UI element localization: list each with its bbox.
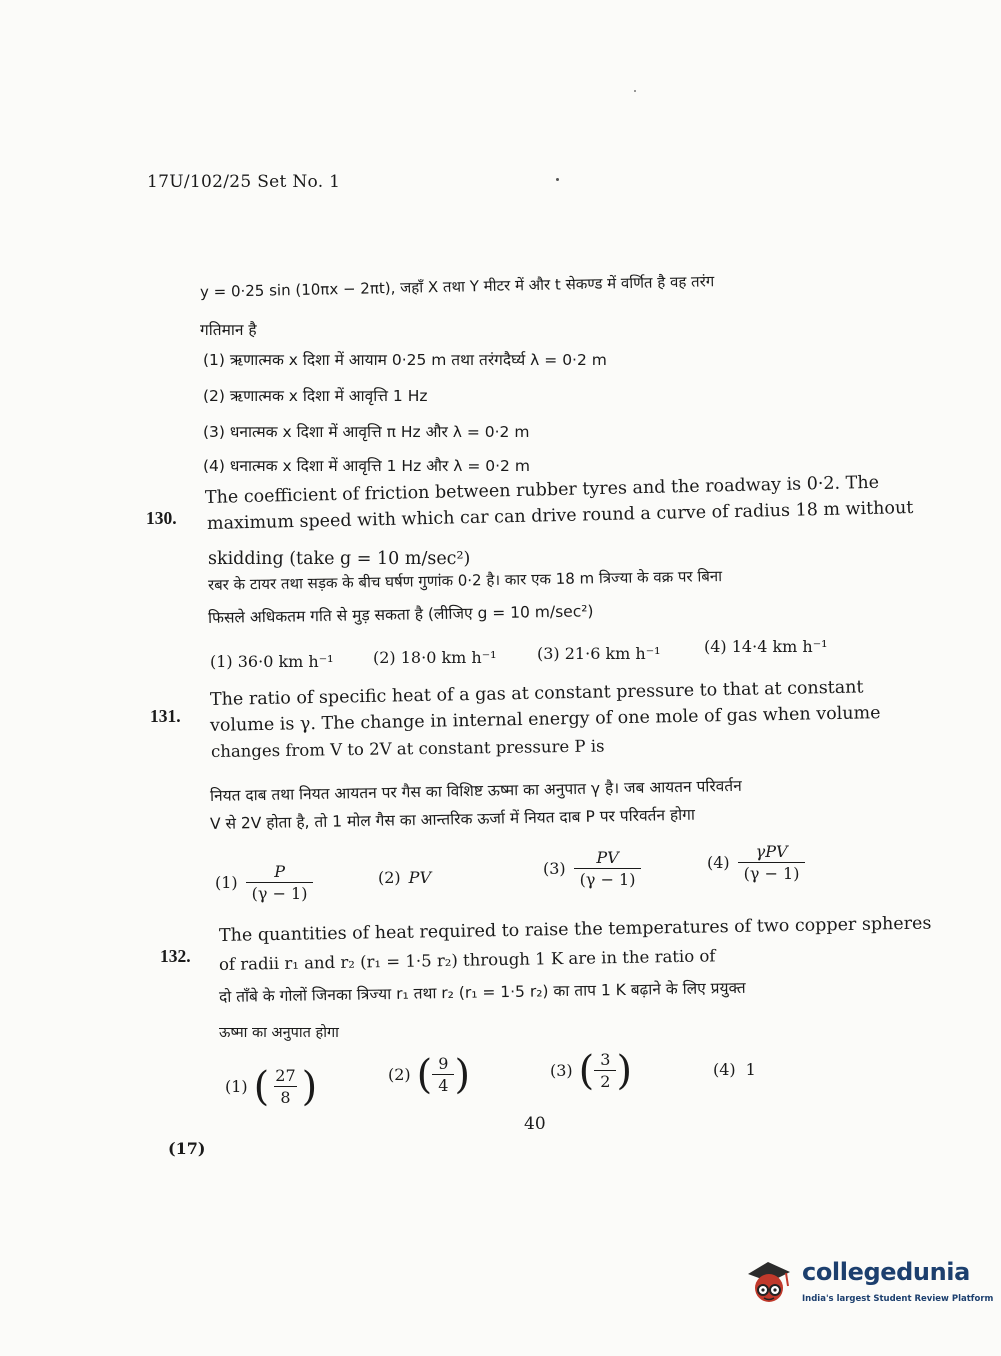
fraction-denominator: 4 [432,1074,454,1095]
q132-option-2: (2) ( $\frac{9}{4}$ ) [388,1051,471,1098]
q130-en-line: The coefficient of friction between rubber tyres and the roadway is 0·2. The [204,472,880,508]
option-label: (2) [378,868,401,887]
collegedunia-logo [740,1252,994,1316]
q132-option-1: (1) ( $\frac{27}{8}$ ) [225,1063,318,1110]
q131-option-3 [543,848,641,889]
q129-text-line: गतिमान है [200,321,257,339]
question-number: 130. [146,508,177,528]
q131-hi-line: V से 2V होता है, तो 1 मोल गैस का आन्तरिक ऊर्जा में नियत दाब P पर परिवर्तन होगा [209,805,696,833]
q130-option-2: (2) 18·0 km h⁻¹ [373,648,497,667]
q129-option-2: (2) ऋणात्मक x दिशा में आवृत्ति 1 Hz [203,387,428,405]
q130-en-line: maximum speed with which car can drive round a curve of radius 18 m without [206,497,914,534]
q132-option-4 [713,1060,756,1079]
q129-option-4: (4) धनात्मक x दिशा में आवृत्ति 1 Hz और λ = 0·2 m [203,457,530,475]
q130-option-1: (1) 36·0 km h⁻¹ [210,652,334,671]
fraction-numerator: 27 [275,1066,296,1085]
option-label: (3) [543,859,566,878]
fraction-numerator: 9 [438,1054,449,1073]
fraction-numerator: γPV [755,842,788,861]
q130-option-3: (3) 21·6 km h⁻¹ [537,644,661,663]
fraction-denominator: (γ − 1) [738,862,806,883]
q131-en-line: volume is γ. The change in internal energy of one mole of gas when volume [209,703,881,736]
q131-option-1 [215,862,313,903]
q132-hi-line: ऊष्मा का अनुपात होगा [219,1025,339,1041]
q130-option-4: (4) 14·4 km h⁻¹ [704,637,828,656]
page-number: 40 [524,1114,546,1134]
page-code: (17) [168,1139,206,1158]
q130-hi-line: रबर के टायर तथा सड़क के बीच घर्षण गुणांक 0·2 है। कार एक 18 m त्रिज्या के वक्र पर बिना [207,567,723,594]
q129-option-3: (3) धनात्मक x दिशा में आवृत्ति π Hz और λ = 0·2 m [203,423,530,441]
logo-tagline: India's largest Student Review Platform [802,1294,994,1304]
question-number: 131. [150,706,181,726]
fraction-denominator: 8 [274,1086,296,1107]
option-value: PV [408,868,431,887]
fraction-denominator: 2 [594,1070,616,1091]
q131-option-2 [378,868,431,887]
q129-text-line: y = 0·25 sin (10πx − 2πt), जहाँ X तथा Y मीटर में और t सेकण्ड में वर्णित है वह तरंग [199,272,715,301]
option-value: 1 [745,1060,756,1079]
logo-name: collegedunia [802,1258,970,1286]
option-label: (2) [388,1065,411,1084]
q132-option-3: (3) ( $\frac{3}{2}$ ) [550,1047,633,1094]
option-label: (4) [707,853,730,872]
q130-hi-line: फिसले अधिकतम गति से मुड़ सकता है (लीजिए g = 10 m/sec²) [207,602,594,627]
option-label: (4) [713,1060,736,1079]
fraction-denominator: (γ − 1) [246,882,314,903]
fraction-numerator: 3 [600,1050,611,1069]
q132-en-line: The quantities of heat required to raise the temperatures of two copper spheres [218,913,932,946]
q130-en-line: skidding (take g = 10 m/sec²) [208,549,471,569]
question-number: 132. [160,946,191,966]
q131-en-line: changes from V to 2V at constant pressure P is [210,736,605,761]
set-number: 17U/102/25 Set No. 1 [147,172,341,192]
q129-option-1: (1) ऋणात्मक x दिशा में आयाम 0·25 m तथा तरंगदैर्घ्य λ = 0·2 m [203,351,607,369]
fraction-denominator: (γ − 1) [574,868,642,889]
q132-hi-line: दो ताँबे के गोलों जिनका त्रिज्या r₁ तथा r₂ (r₁ = 1·5 r₂) का ताप 1 K बढ़ाने के लिए प्रयुक्त [218,978,746,1006]
q131-en-line: The ratio of specific heat of a gas at constant pressure to that at constant [209,677,864,710]
fraction-numerator: PV [596,848,619,867]
option-label: (1) [225,1077,248,1096]
q131-hi-line: नियत दाब तथा नियत आयतन पर गैस का विशिष्ट ऊष्मा का अनुपात γ है। जब आयतन परिवर्तन [209,776,742,805]
mascot-icon [740,1252,798,1310]
option-label: (3) [550,1061,573,1080]
q132-en-line: of radii r₁ and r₂ (r₁ = 1·5 r₂) through 1 K are in the ratio of [218,946,716,974]
fraction-numerator: P [274,862,285,881]
q131-option-4 [707,842,805,883]
option-label: (1) [215,873,238,892]
